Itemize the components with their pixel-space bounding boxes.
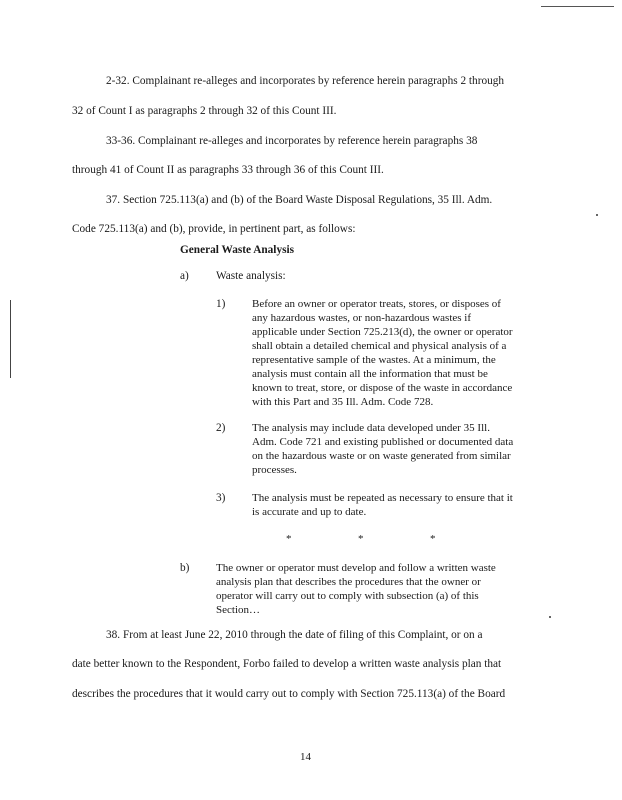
- para-37-line2: Code 725.113(a) and (b), provide, in pertinent part, as follows:: [72, 223, 356, 235]
- para-37-line1: 37. Section 725.113(a) and (b) of the Board Waste Disposal Regulations, 35 Ill. Adm.: [106, 194, 493, 206]
- sub2-line: processes.: [252, 464, 297, 476]
- sub2-label: 2): [216, 422, 226, 434]
- sub2-text: [252, 421, 513, 477]
- sub3-text: [252, 491, 513, 519]
- scan-speck: [549, 616, 551, 618]
- item-a-text: Waste analysis:: [216, 270, 286, 282]
- para-33-36-line2: through 41 of Count II as paragraphs 33 through 36 of this Count III.: [72, 164, 384, 176]
- sub1-line: with this Part and 35 Ill. Adm. Code 728.: [252, 396, 434, 408]
- para-33-36-line1: 33-36. Complainant re-alleges and incorporates by reference herein paragraphs 38: [106, 135, 478, 147]
- sub1-line: known to treat, store, or dispose of the waste in accordance: [252, 382, 513, 394]
- para-2-32-line1: 2-32. Complainant re-alleges and incorporates by reference herein paragraphs 2 through: [106, 75, 505, 87]
- item-b-label: b): [180, 562, 190, 574]
- item-b-line: analysis plan that describes the procedures that the owner or: [216, 576, 481, 588]
- ellipsis-star: *: [358, 533, 364, 545]
- sub1-line: applicable under Section 725.213(d), the owner or operator: [252, 326, 513, 338]
- margin-mark: [10, 300, 11, 378]
- sub2-line: on the hazardous waste or on waste generated from similar: [252, 450, 511, 462]
- item-b-line: Section…: [216, 604, 260, 616]
- sub1-line: representative sample of the wastes. At a minimum, the: [252, 354, 496, 366]
- ellipsis-star: *: [286, 533, 292, 545]
- item-b-line: The owner or operator must develop and follow a written waste: [216, 562, 496, 574]
- sub1-line: Before an owner or operator treats, stores, or disposes of: [252, 298, 501, 310]
- ellipsis-star: *: [430, 533, 436, 545]
- sub3-line: is accurate and up to date.: [252, 506, 367, 518]
- sub2-line: The analysis may include data developed under 35 Ill.: [252, 422, 490, 434]
- sub1-text: [252, 297, 513, 409]
- item-a-label: a): [180, 270, 189, 282]
- para-2-32-line2: 32 of Count I as paragraphs 2 through 32 of this Count III.: [72, 105, 337, 117]
- sub1-line: shall obtain a detailed chemical and physical analysis of a: [252, 340, 507, 352]
- scan-speck: [596, 214, 598, 216]
- sub1-line: analysis must contain all the information that must be: [252, 368, 488, 380]
- sub2-line: Adm. Code 721 and existing published or documented data: [252, 436, 514, 448]
- page-number: 14: [300, 751, 311, 763]
- quote-heading: General Waste Analysis: [180, 244, 295, 256]
- para-38-line2: date better known to the Respondent, Forbo failed to develop a written waste analysis plan that: [72, 658, 502, 670]
- para-38-line3: describes the procedures that it would carry out to comply with Section 725.113(a) of the Board: [72, 688, 506, 700]
- sub3-line: The analysis must be repeated as necessary to ensure that it: [252, 492, 513, 504]
- sub1-line: any hazardous wastes, or non-hazardous wastes if: [252, 312, 472, 324]
- item-b-line: operator will carry out to comply with subsection (a) of this: [216, 590, 479, 602]
- item-b-text: [216, 561, 496, 617]
- sub1-label: 1): [216, 298, 226, 310]
- para-38-line1: 38. From at least June 22, 2010 through the date of filing of this Complaint, or on a: [106, 629, 483, 641]
- top-right-rule: [541, 6, 614, 7]
- sub3-label: 3): [216, 492, 226, 504]
